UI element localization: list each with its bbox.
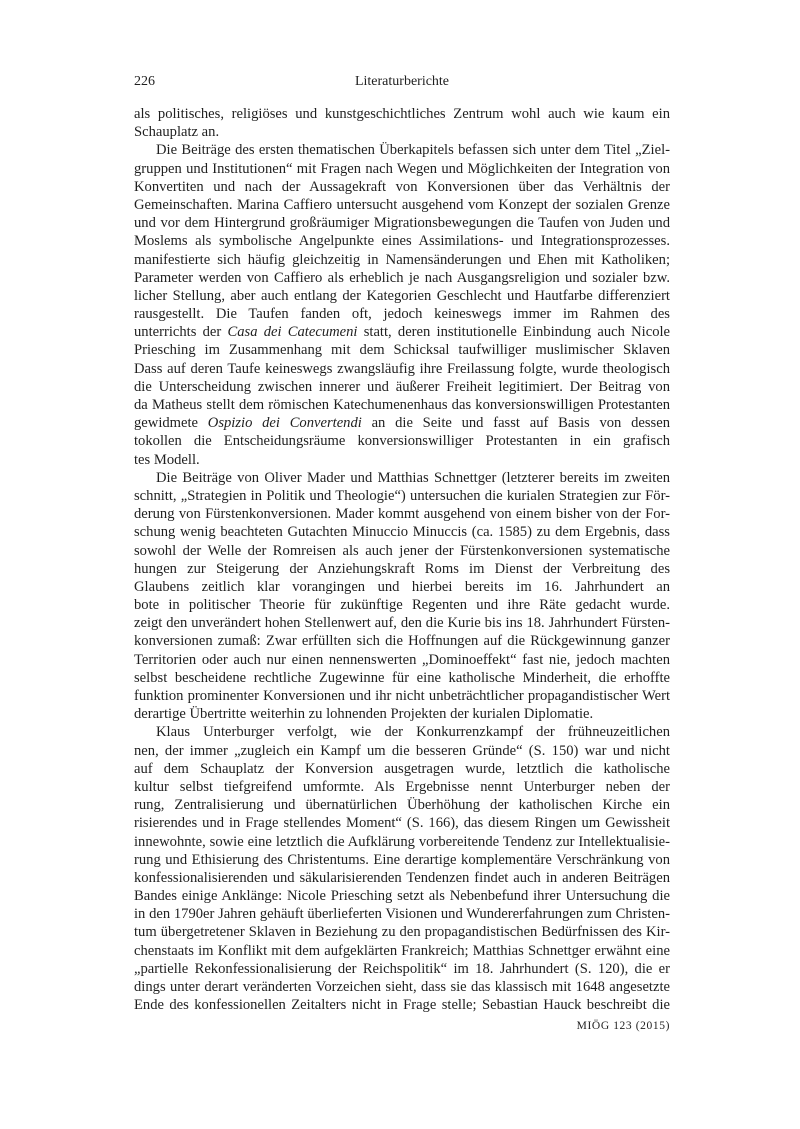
text-line: derartige Übertritte weiterhin zu lohnenden Projekten der kurialen Diplomatie. <box>134 706 594 723</box>
text-line: Bandes einige Anklänge: Nicole Priesching setzt als Nebenbefund ihrer Untersuchung die <box>134 888 670 905</box>
body-text <box>134 105 670 1014</box>
text-line: Ende des konfessionellen Zeitalters nicht in Frage stelle; Sebastian Hauck beschreibt die <box>134 997 670 1014</box>
page-number: 226 <box>134 74 155 89</box>
text-line: Die Beiträge des ersten thematischen Überkapitels befassen sich unter dem Titel „Ziel- <box>156 142 670 159</box>
text-line: gewidmete Ospizio dei Convertendi an die Seite und fasst auf Basis von dessen <box>134 415 670 432</box>
text-line: hungen zur Steigerung der Anziehungskraft Roms im Dienst der Verbreitung des <box>134 560 670 577</box>
text-line: zeigt den unverändert hohen Stellenwert auf, den die Kurie bis ins 18. Jahrhundert Fürsten- <box>134 615 670 632</box>
text-line: manifestierte sich häufig gleichzeitig in Namensänderungen und Ehen mit Katholiken; <box>134 251 670 268</box>
text-line: Territorien oder auch nur einen nennenswerten „Dominoeffekt“ fast nie, jedoch machten <box>134 651 670 668</box>
text-line: „partielle Rekonfessionalisierung der Reichspolitik“ im 18. Jahrhundert (S. 120), die er <box>134 960 670 977</box>
text-line: gruppen und Institutionen“ mit Fragen nach Wegen und Möglichkeiten der Integration von <box>134 160 670 177</box>
text-line: tum übergetretener Sklaven in Beziehung zu den propagandistischen Bedürfnissen des Kir- <box>134 924 670 941</box>
text-line: Dass auf deren Taufe keineswegs zwangsläufig ihre Freilassung folgte, wurde theologisch <box>134 360 670 377</box>
text-line: chenstaats im Konflikt mit dem aufgeklärten Frankreich; Matthias Schnettger erwähnt eine <box>134 942 670 959</box>
section-title: Literaturberichte <box>354 74 450 89</box>
text-line: dings unter derart veränderten Vorzeichen sieht, dass sie das klassisch mit 1648 angesetzte <box>134 979 670 995</box>
text-line: tokollen die Entscheidungsräume konversionswilliger Protestanten in ein grafisch <box>134 433 670 450</box>
text-line: als politisches, religiöses und kunstgeschichtliches Zentrum wohl auch wie kaum ein <box>134 106 670 122</box>
text-line: licher Stellung, aber auch entlang der Kategorien Geschlecht und Hautfarbe differenziert <box>134 287 670 304</box>
text-line: innewohnte, sowie eine letztlich die Aufklärung vorbereitende Tendenz zur Intellektualisie- <box>134 833 670 850</box>
text-line: konfessionalisierenden und säkularisierenden Tendenzen findet auch in anderen Beiträgen <box>134 869 670 886</box>
text-line: Priesching im Zusammenhang mit dem Schicksal taufwilliger muslimischer Sklaven <box>134 342 670 359</box>
text-line: schnitt, „Strategien in Politik und Theologie“) untersuchen die kurialen Strategien zur För- <box>134 487 670 504</box>
text-line: die Unterscheidung zwischen innerer und äußerer Freiheit legitimiert. Der Beitrag von <box>134 378 670 395</box>
text-line: in den 1790er Jahren gehäuft überlieferten Visionen und Wundererfahrungen zum Christen- <box>134 906 670 923</box>
running-head <box>134 74 670 94</box>
text-line: Die Beiträge von Oliver Mader und Matthias Schnettger (letzterer bereits im zweiten <box>156 469 670 486</box>
text-line: Moslems als symbolische Angelpunkte eines Assimilations- und Integrationsprozesses. <box>134 233 670 250</box>
text-line: funktion prominenter Konversionen und ihr nicht unbeträchtlicher propagandistischer Wert <box>134 688 670 704</box>
text-line: derung von Fürstenkonversionen. Mader kommt ausgehend von einem bisher von der For- <box>134 506 670 523</box>
text-line: Schauplatz an. <box>134 124 220 141</box>
text-line: rung und Ethisierung des Christentums. Eine derartige komplementäre Verschränkung von <box>134 851 670 868</box>
text-line: schung wenig beachteten Gutachten Minuccio Minuccis (ca. 1585) zu dem Ergebnis, dass <box>134 524 670 541</box>
text-line: selbst bescheidene rechtliche Zugewinne für eine katholische Minderheit, die erhoffte <box>134 669 670 686</box>
text-line: Konvertiten und nach der Aussagekraft von Konversionen über das Verhältnis der <box>134 178 670 195</box>
text-line: Gemeinschaften. Marina Caffiero untersucht ausgehend vom Konzept der sozialen Grenze <box>134 196 670 213</box>
text-line: tes Modell. <box>134 451 200 468</box>
text-line: da Matheus stellt dem römischen Katechumenenhaus das konversionswilligen Protestanten <box>134 397 670 413</box>
text-line: rausgestellt. Die Taufen fanden oft, jedoch keineswegs immer im Rahmen des <box>134 306 670 323</box>
text-line: Parameter werden von Caffiero als erheblich je nach Ausgangsreligion und sozialer bzw. <box>134 269 670 286</box>
text-line: unterrichts der Casa dei Catecumeni statt, deren institutionelle Einbindung auch Nicole <box>134 324 670 341</box>
text-line: Glaubens zeitlich klar vorangingen und hierbei bereits im 16. Jahrhundert an <box>134 578 670 595</box>
journal-footer <box>577 1020 670 1032</box>
text-line: bote in politischer Theorie für zukünftige Regenten und ihre Räte gedacht wurde. <box>134 597 670 614</box>
text-line: Klaus Unterburger verfolgt, wie der Konkurrenzkampf der frühneuzeitlichen <box>156 724 670 741</box>
text-line: kultur selbst tiefgreifend umformte. Als Ergebnisse nennt Unterburger neben der <box>134 778 670 795</box>
text-line: risierendes und in Frage stellendes Moment“ (S. 166), das diesem Ringen um Gewissheit <box>134 815 670 832</box>
text-line: sowohl der Welle der Romreisen als auch jener der Fürstenkonversionen systematische <box>134 542 670 559</box>
text-line: rung, Zentralisierung und übernatürlichen Überhöhung der katholischen Kirche ein <box>134 797 670 814</box>
text-line: konversionen zumaß: Zwar erfüllten sich die Hoffnungen auf die Rückgewinnung ganzer <box>134 633 670 650</box>
text-line: und vor dem Hintergrund großräumiger Migrationsbewegungen die Taufen von Juden und <box>134 215 670 232</box>
journal-citation: MIÖG 123 (2015) <box>576 1020 670 1032</box>
text-line: auf dem Schauplatz der Konversion ausgetragen wurde, letztlich die katholische <box>134 760 670 777</box>
text-line: nen, der immer „zugleich ein Kampf um die besseren Gründe“ (S. 150) war und nicht <box>134 742 670 759</box>
